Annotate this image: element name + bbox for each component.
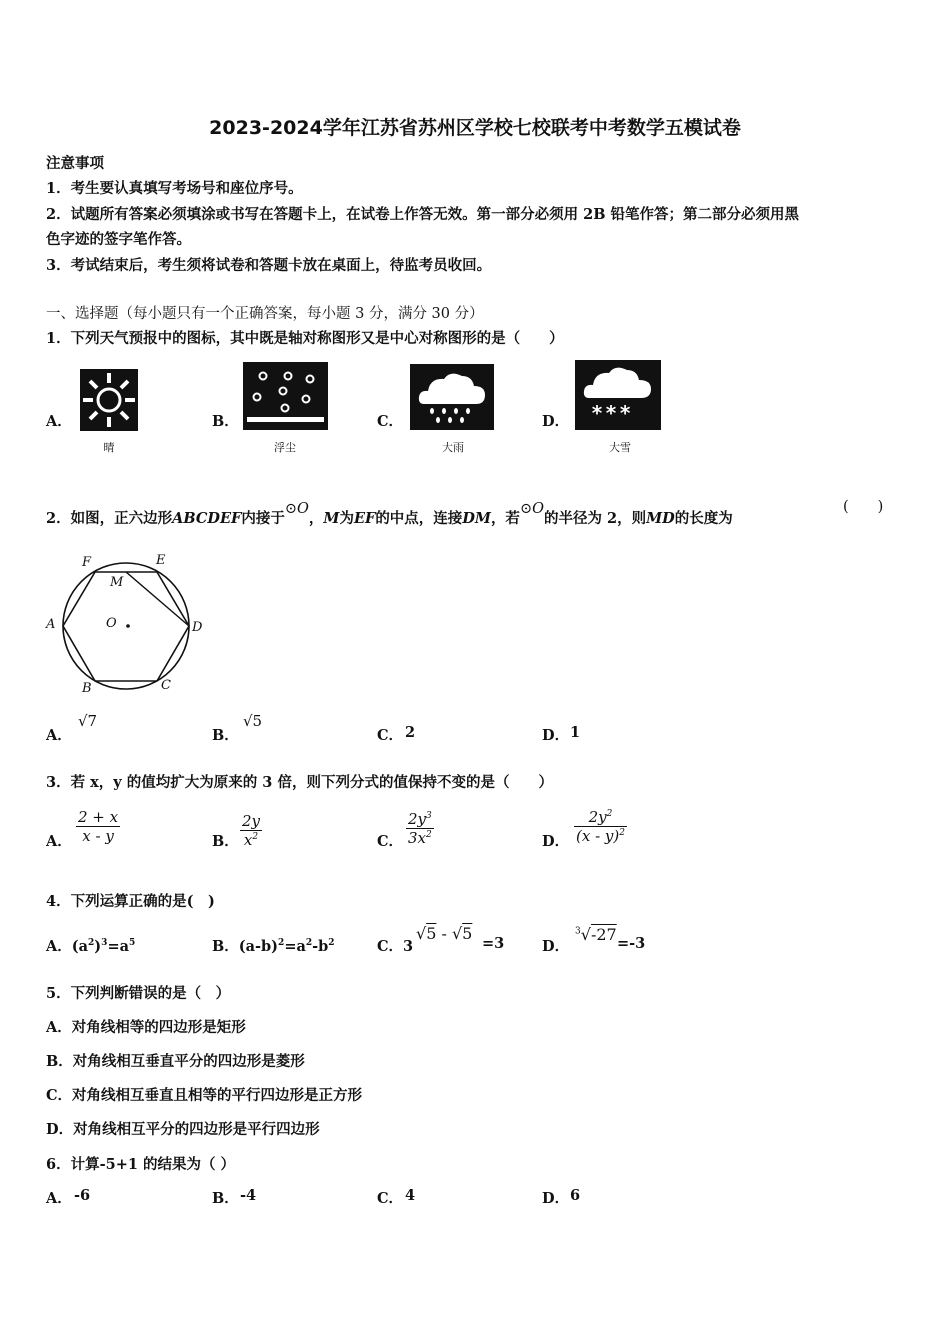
q6-option-b-label: B．: [212, 1190, 239, 1207]
q4-option-c: C．3: [377, 938, 414, 955]
q6-option-b-value: -4: [240, 1187, 257, 1204]
label-M: M: [110, 575, 124, 590]
q2-option-b-value: √5: [243, 712, 263, 730]
q1-option-d-label: D．: [542, 413, 570, 430]
q3-option-a-label: A．: [46, 833, 72, 850]
page-title: 2023-2024学年江苏省苏州区学校七校联考中考数学五模试卷: [209, 117, 741, 139]
label-C: C: [161, 678, 171, 693]
notice-item-2a: 2．试题所有答案必须填涂或书写在答题卡上，在试卷上作答无效。第一部分必须用 2B 铅笔作答；第二部分必须用黑: [46, 206, 800, 223]
heavy-rain-icon: [410, 364, 494, 434]
q2-option-d-value: 1: [570, 724, 581, 741]
label-B: B: [82, 681, 92, 696]
q3-option-c-fraction: $\frac{2y^3}{3x^2}$: [408, 810, 432, 847]
q4-option-d-result: =-3: [617, 935, 646, 952]
q6-stem: 6．计算-5+1 的结果为（ ）: [46, 1156, 236, 1173]
notice-item-1: 1．考生要认真填写考场号和座位序号。: [46, 180, 303, 197]
q6-option-d-value: 6: [570, 1187, 581, 1204]
q2-stem: 2．如图，正六边形ABCDEF内接于⊙O，M为EF的中点，连接DM，若⊙O的半径为 2，则MD的长度为: [46, 501, 733, 527]
label-O: O: [106, 616, 117, 631]
q6-option-a-label: A．: [46, 1190, 72, 1207]
q2-option-c-label: C．: [377, 727, 404, 744]
label-D: D: [192, 620, 203, 635]
q5-option-d: D．对角线相互平分的四边形是平行四边形: [46, 1121, 320, 1138]
q1-option-c-label: C．: [377, 413, 404, 430]
q4-option-c-result: =3: [482, 935, 505, 952]
q2-answer-paren: ( ): [843, 499, 884, 515]
q1-option-a-label: A．: [46, 413, 72, 430]
notice-heading: 注意事项: [46, 155, 104, 172]
q5-option-c: C．对角线相互垂直且相等的平行四边形是正方形: [46, 1087, 363, 1104]
q5-stem: 5．下列判断错误的是（ ）: [46, 985, 231, 1002]
q3-option-a-fraction: $\frac{2 + x}{x - y}$: [78, 808, 119, 845]
q3-option-b-label: B．: [212, 833, 239, 850]
label-E: E: [156, 553, 166, 568]
notice-item-3: 3．考试结束后，考生须将试卷和答题卡放在桌面上，待监考员收回。: [46, 257, 492, 274]
q4-option-b: B．$(a-b)^2=a^2-b^2$: [212, 938, 335, 955]
q3-option-c-label: C．: [377, 833, 404, 850]
q5-option-a: A．对角线相等的四边形是矩形: [46, 1019, 246, 1036]
q2-option-a-value: √7: [78, 712, 98, 730]
q1-option-b-label: B．: [212, 413, 239, 430]
q3-option-d-label: D．: [542, 833, 570, 850]
q4-option-d-label: D．: [542, 938, 570, 955]
q1-caption-b: 浮尘: [274, 441, 296, 454]
dust-icon: [243, 362, 328, 434]
snowflake-icon: ***: [591, 401, 634, 425]
q6-option-d-label: D．: [542, 1190, 570, 1207]
q3-stem: 3．若 x，y 的值均扩大为原来的 3 倍，则下列分式的值保持不变的是（ ）: [46, 774, 553, 791]
notice-item-2b: 色字迹的签字笔作答。: [46, 231, 191, 248]
q6-option-c-label: C．: [377, 1190, 404, 1207]
q4-stem: 4．下列运算正确的是( ): [46, 893, 215, 910]
q4-option-a: A．$(a^2)^3=a^5$: [46, 938, 136, 955]
q1-caption-a: 晴: [103, 441, 115, 454]
sunny-icon: [80, 369, 138, 435]
q6-option-c-value: 4: [405, 1187, 416, 1204]
q2-option-a-label: A．: [46, 727, 72, 744]
q2-option-d-label: D．: [542, 727, 570, 744]
q4-option-d-expr: $^3$√-27: [575, 925, 617, 944]
section-heading: 一、选择题（每小题只有一个正确答案，每小题 3 分，满分 30 分）: [46, 306, 484, 322]
q2-option-b-label: B．: [212, 727, 239, 744]
q1-caption-c: 大雨: [442, 441, 464, 454]
label-A: A: [46, 617, 56, 632]
label-F: F: [82, 555, 92, 570]
q1-caption-d: 大雪: [609, 441, 631, 454]
q3-option-b-fraction: $\frac{2y}{x^2}$: [242, 812, 261, 849]
q4-option-c-expr: √5 - √5: [416, 924, 473, 943]
q1-stem: 1．下列天气预报中的图标，其中既是轴对称图形又是中心对称图形的是（ ）: [46, 330, 564, 347]
q5-option-b: B．对角线相互垂直平分的四边形是菱形: [46, 1053, 305, 1070]
q2-option-c-value: 2: [405, 724, 416, 741]
q3-option-d-fraction: $\frac{2y^2}{(x - y)^2}$: [576, 808, 625, 845]
q6-option-a-value: -6: [74, 1187, 91, 1204]
